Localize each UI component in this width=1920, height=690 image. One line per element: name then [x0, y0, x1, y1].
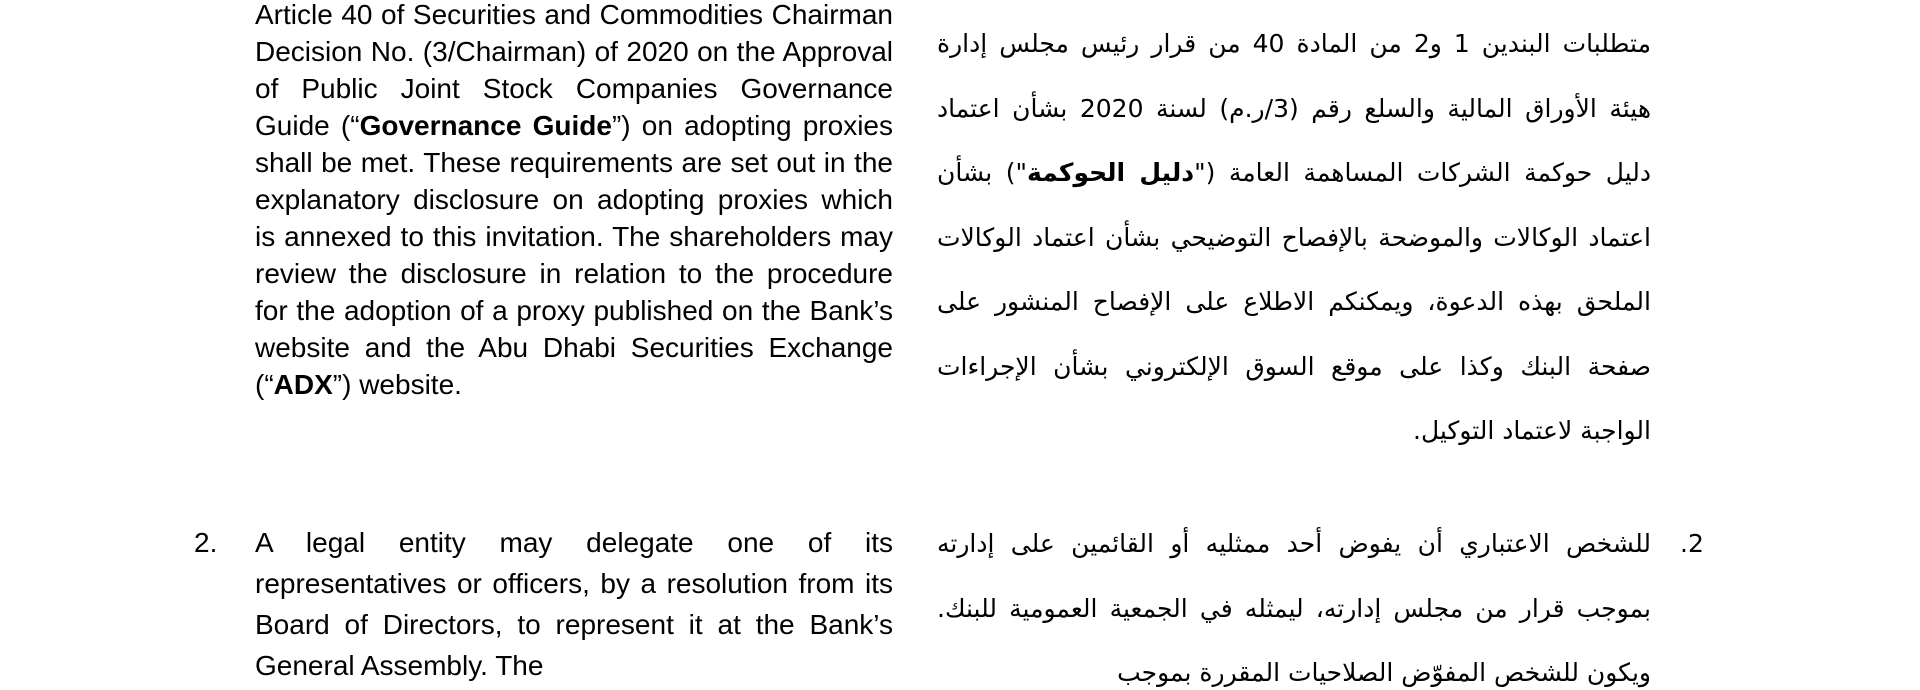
arabic-paragraph-1 [937, 12, 1651, 464]
arabic-governance-guide-defined-term: دليل الحوكمة [1027, 158, 1195, 187]
english-paragraph-1-text-b: ”) on adopting proxies shall be met. These requirements are set out in the explanatory disclosure on adopting proxies which is annexed to this invitation. The shareholders may review the disclosure in relation to the procedure for the adoption of a proxy published on the Bank’s website and the Abu Dhabi Securities Exchange (“ [255, 110, 893, 400]
governance-guide-defined-term: Governance Guide [359, 110, 612, 141]
arabic-paragraph-1-text-a: متطلبات البندين 1 و2 من المادة 40 من قرار رئيس مجلس إدارة هيئة الأوراق المالية والسلع رقم (3/ر.م) لسنة 2020 بشأن اعتماد دليل حوكمة الشركات المساهمة العامة (" [937, 29, 1652, 187]
english-paragraph-2: A legal entity may delegate one of its representatives or officers, by a resolution from its Board of Directors, to represent it at the Bank’s General Assembly. The [255, 527, 893, 681]
english-paragraph-1-text-c: ”) website. [332, 369, 462, 400]
arabic-item-number-2: .2 [1680, 529, 1704, 558]
arabic-paragraph-1-text-b: ") بشأن اعتماد الوكالات والموضحة بالإفصاح التوضيحي بشأن اعتماد الوكالات الملحق بهذه الدعوة، ويمكنكم الاطلاع على الإفصاح المنشور على صفحة البنك وكذا على موقع السوق الإلكتروني بشأن الإجراءات الواجبة لاعتماد التوكيل. [937, 158, 1651, 445]
english-paragraph-1 [255, 0, 893, 403]
arabic-paragraph-2: للشخص الاعتباري أن يفوض أحد ممثليه أو القائمين على إدارته بموجب قرار من مجلس إدارته، ليمثله في الجمعية العمومية للبنك. ويكون للشخص المفوّض الصلاحيات المقررة بموجب [937, 529, 1651, 687]
english-item-number-2: 2. [194, 527, 218, 558]
english-paragraph-1-text-a: Article 40 of Securities and Commodities Chairman Decision No. (3/Chairman) of 2020 on the Approval of Public Joint Stock Companies Governance Guide (“ [255, 0, 893, 141]
adx-defined-term: ADX [273, 369, 333, 400]
